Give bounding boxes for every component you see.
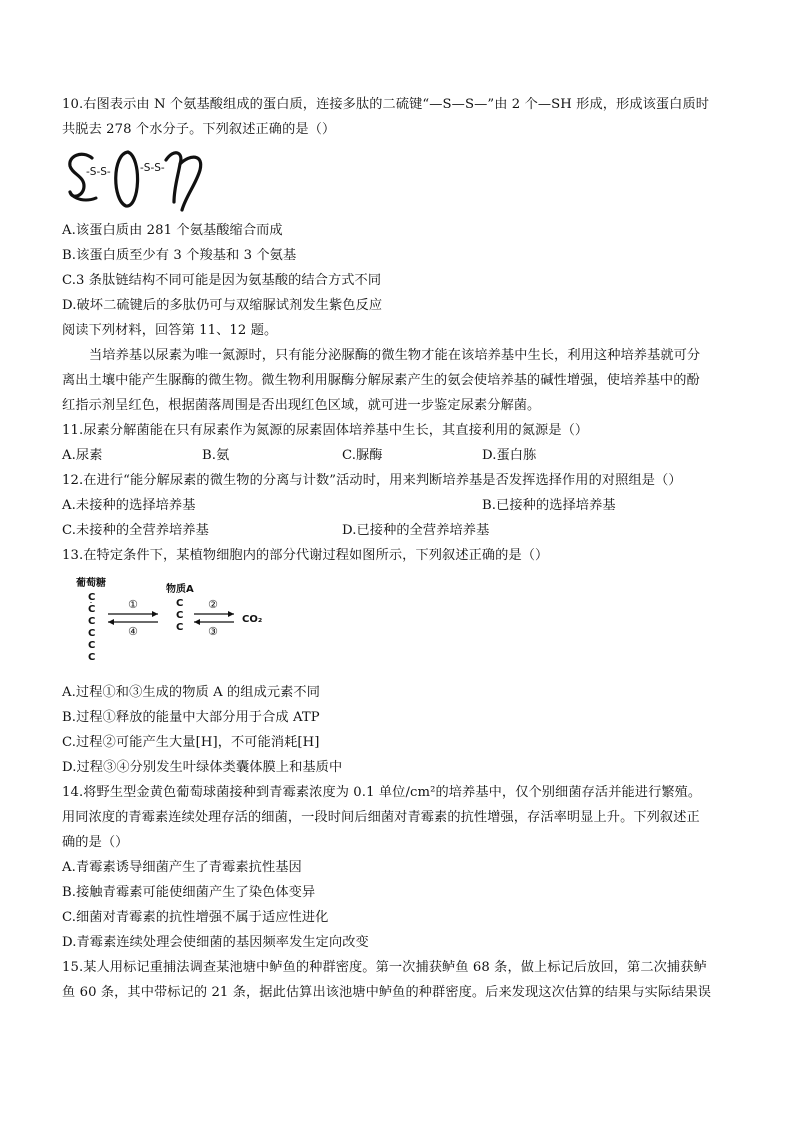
step-3-label: ③: [208, 625, 218, 638]
carbon-atom: C: [176, 598, 184, 609]
q10-stem-line2: 共脱去 278 个水分子。下列叙述正确的是（）: [62, 122, 336, 137]
peptide-chain-2: [116, 152, 138, 206]
carbon-atom: C: [88, 652, 96, 663]
arrowhead-2: [228, 611, 234, 617]
disulfide-label-2: -S-S-: [140, 162, 165, 174]
q14-option-a: A.青霉素诱导细菌产生了青霉素抗性基因: [62, 860, 302, 875]
carbon-atom: C: [88, 640, 96, 651]
material-intro: 阅读下列材料，回答第 11、12 题。: [62, 323, 278, 338]
glucose-carbon-chain: [88, 592, 95, 663]
step-4-label: ④: [128, 625, 138, 638]
metabolism-figure: [62, 572, 742, 680]
q13-option-a: A.过程①和③生成的物质 A 的组成元素不同: [62, 685, 321, 700]
q14-stem-line2: 用同浓度的青霉素连续处理存活的细菌，一段时间后细菌对青霉素的抗性增强，存活率明显上升。下列叙述正: [62, 810, 700, 825]
material-para-line2: 离出土壤中能产生脲酶的微生物。微生物利用脲酶分解尿素产生的氨会使培养基的碱性增强，使培养基中的酚: [62, 373, 700, 388]
carbon-atom: C: [88, 628, 96, 639]
q11-stem: 11.尿素分解菌能在只有尿素作为氮源的尿素固体培养基中生长，其直接利用的氮源是（）: [62, 423, 589, 438]
arrowhead-4: [108, 619, 114, 625]
q10-option-d: D.破坏二硫键后的多肽仍可与双缩脲试剂发生紫色反应: [62, 298, 383, 313]
arrowhead-1: [152, 611, 158, 617]
substance-a-carbon-chain: [176, 598, 183, 633]
substance-a-label: 物质A: [166, 584, 194, 595]
q12-options-row1: [62, 493, 742, 518]
carbon-atom: C: [88, 592, 96, 603]
q12-options-row2: [62, 518, 742, 543]
exam-page: [62, 92, 742, 1005]
protein-structure-diagram: [62, 142, 222, 214]
q15-stem-line1: 15.某人用标记重捕法调查某池塘中鲈鱼的种群密度。第一次捕获鲈鱼 68 条，做上标记后放回，第二次捕获鲈: [62, 960, 707, 975]
q12-stem: 12.在进行“能分解尿素的微生物的分离与计数”活动时，用来判断培养基是否发挥选择作用的对照组是（）: [62, 473, 682, 488]
q10-option-c: C.3 条肽链结构不同可能是因为氨基酸的结合方式不同: [62, 273, 382, 288]
q11-option-d: D.蛋白胨: [482, 448, 537, 463]
q15-stem-line2: 鱼 60 条，其中带标记的 21 条，据此估算出该池塘中鲈鱼的种群密度。后来发现这次估算的结果与实际结果误: [62, 985, 712, 1000]
q14-option-b: B.接触青霉素可能使细菌产生了染色体变异: [62, 885, 316, 900]
carbon-atom: C: [176, 610, 184, 621]
q12-option-b: B.已接种的选择培养基: [482, 498, 616, 513]
step-2-label: ②: [208, 598, 218, 611]
carbon-atom: C: [88, 616, 96, 627]
q11-option-b: B.氨: [202, 448, 230, 463]
co2-label: CO₂: [242, 614, 263, 625]
q10-option-a: A.该蛋白质由 281 个氨基酸缩合而成: [62, 223, 283, 238]
glucose-label: 葡萄糖: [76, 578, 106, 589]
metabolism-diagram: [62, 572, 302, 680]
disulfide-label-1: -S-S-: [86, 166, 111, 178]
carbon-atom: C: [88, 604, 96, 615]
q13-option-b: B.过程①释放的能量中大部分用于合成 ATP: [62, 710, 320, 725]
q14-option-d: D.青霉素连续处理会使细菌的基因频率发生定向改变: [62, 935, 369, 950]
q14-option-c: C.细菌对青霉素的抗性增强不属于适应性进化: [62, 910, 329, 925]
q14-stem-line1: 14.将野生型金黄色葡萄球菌接种到青霉素浓度为 0.1 单位/cm²的培养基中，仅个别细菌存活并能进行繁殖。: [62, 785, 702, 800]
q13-stem: 13.在特定条件下，某植物细胞内的部分代谢过程如图所示，下列叙述正确的是（）: [62, 548, 549, 563]
material-para-line1: 当培养基以尿素为唯一氮源时，只有能分泌脲酶的微生物才能在该培养基中生长，利用这种培养基就可分: [89, 348, 701, 363]
carbon-atom: C: [176, 622, 184, 633]
q12-option-c: C.未接种的全营养培养基: [62, 523, 209, 538]
q11-options: [62, 443, 742, 468]
q11-option-a: A.尿素: [62, 448, 103, 463]
q14-stem-line3: 确的是（）: [62, 835, 129, 850]
q11-option-c: C.脲酶: [342, 448, 383, 463]
peptide-chain-3: [166, 153, 201, 210]
q10-stem-line1: 10.右图表示由 N 个氨基酸组成的蛋白质，连接多肽的二硫键“—S—S—”由 2 个—SH 形成，形成该蛋白质时: [62, 97, 710, 112]
material-para-line3: 红指示剂呈红色，根据菌落周围是否出现红色区域，就可进一步鉴定尿素分解菌。: [62, 398, 541, 413]
q12-option-d: D.已接种的全营养培养基: [342, 523, 490, 538]
arrowhead-3: [194, 619, 200, 625]
q13-option-d: D.过程③④分别发生叶绿体类囊体膜上和基质中: [62, 760, 343, 775]
protein-disulfide-figure: [62, 142, 742, 214]
q13-option-c: C.过程②可能产生大量[H]，不可能消耗[H]: [62, 735, 320, 750]
q10-option-b: B.该蛋白质至少有 3 个羧基和 3 个氨基: [62, 248, 297, 263]
q12-option-a: A.未接种的选择培养基: [62, 498, 196, 513]
step-1-label: ①: [128, 598, 138, 611]
